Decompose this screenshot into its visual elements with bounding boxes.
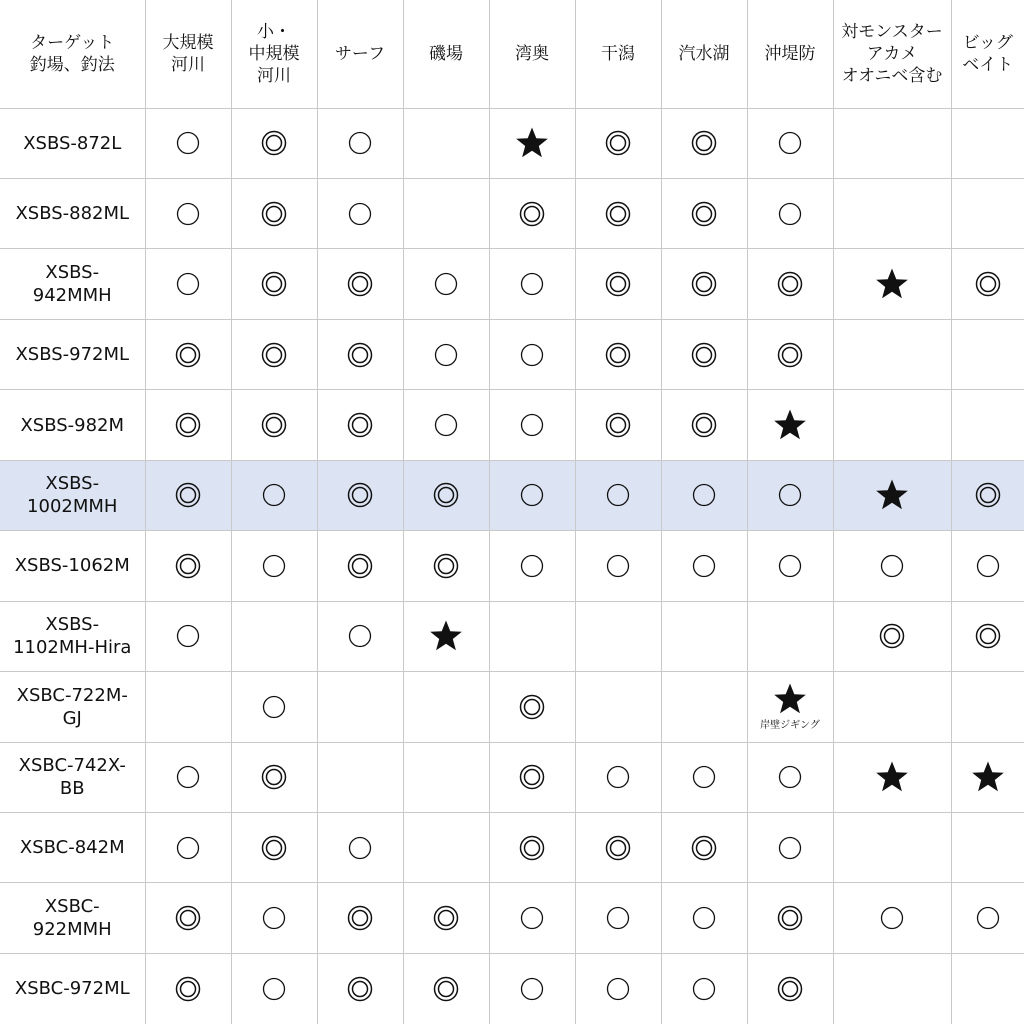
rating-cell	[145, 460, 231, 530]
rating-cell	[317, 953, 403, 1024]
rating-cell	[403, 249, 489, 319]
rating-cell	[489, 178, 575, 248]
double-circle-icon	[347, 482, 373, 508]
single-circle-icon	[176, 765, 200, 789]
rating-cell	[747, 953, 833, 1024]
rating-cell	[231, 601, 317, 671]
star-icon	[875, 267, 909, 301]
rating-cell	[833, 108, 951, 178]
double-circle-icon	[347, 905, 373, 931]
star-icon	[515, 126, 549, 160]
table-row	[0, 249, 1024, 319]
single-circle-icon	[606, 554, 630, 578]
double-circle-icon	[175, 412, 201, 438]
double-circle-icon	[175, 976, 201, 1002]
rating-cell	[145, 742, 231, 812]
rating-cell	[661, 390, 747, 460]
double-circle-icon	[433, 553, 459, 579]
rating-cell	[661, 249, 747, 319]
single-circle-icon	[520, 906, 544, 930]
rating-cell	[575, 742, 661, 812]
table-row	[0, 601, 1024, 671]
model-name: XSBC-842M	[0, 813, 145, 883]
single-circle-icon	[778, 131, 802, 155]
rating-cell	[951, 601, 1024, 671]
rating-cell	[661, 883, 747, 953]
star-icon	[875, 760, 909, 794]
rating-cell	[833, 319, 951, 389]
rating-cell	[951, 460, 1024, 530]
double-circle-icon	[347, 976, 373, 1002]
model-name: XSBS- 942MMH	[0, 249, 145, 319]
model-name: XSBS-882ML	[0, 178, 145, 248]
single-circle-icon	[434, 272, 458, 296]
rating-cell	[575, 813, 661, 883]
double-circle-icon	[175, 553, 201, 579]
single-circle-icon	[692, 906, 716, 930]
rating-cell	[747, 249, 833, 319]
rating-cell	[145, 319, 231, 389]
rating-cell	[145, 108, 231, 178]
single-circle-icon	[976, 906, 1000, 930]
single-circle-icon	[880, 906, 904, 930]
double-circle-icon	[261, 412, 287, 438]
star-icon	[773, 682, 807, 716]
double-circle-icon	[261, 201, 287, 227]
rating-cell	[231, 531, 317, 601]
double-circle-icon	[261, 271, 287, 297]
rating-cell	[489, 460, 575, 530]
rating-cell	[231, 460, 317, 530]
rating-cell	[951, 883, 1024, 953]
double-circle-icon	[975, 623, 1001, 649]
double-circle-icon	[175, 482, 201, 508]
double-circle-icon	[975, 482, 1001, 508]
rating-cell	[489, 319, 575, 389]
cell-note: 岸壁ジギング	[760, 719, 820, 731]
header-row	[0, 0, 1024, 108]
double-circle-icon	[605, 271, 631, 297]
rating-cell	[575, 460, 661, 530]
header-target-label: ターゲット 釣場、釣法	[0, 0, 145, 108]
single-circle-icon	[262, 977, 286, 1001]
rating-cell	[747, 883, 833, 953]
rating-cell	[747, 742, 833, 812]
single-circle-icon	[520, 554, 544, 578]
rating-cell	[489, 531, 575, 601]
rating-cell	[145, 531, 231, 601]
rating-cell	[661, 108, 747, 178]
table-row	[0, 460, 1024, 530]
double-circle-icon	[261, 342, 287, 368]
rating-cell	[145, 953, 231, 1024]
rating-cell	[403, 390, 489, 460]
table-row	[0, 108, 1024, 178]
single-circle-icon	[606, 977, 630, 1001]
rating-cell	[403, 178, 489, 248]
rating-cell	[145, 813, 231, 883]
double-circle-icon	[261, 764, 287, 790]
model-name: XSBC-722M- GJ	[0, 672, 145, 742]
rating-cell	[661, 531, 747, 601]
rating-cell	[231, 108, 317, 178]
rating-cell	[575, 531, 661, 601]
rating-cell	[661, 319, 747, 389]
rating-cell	[951, 249, 1024, 319]
rating-cell	[231, 883, 317, 953]
double-circle-icon	[605, 835, 631, 861]
single-circle-icon	[976, 554, 1000, 578]
table-body	[0, 108, 1024, 1024]
rating-cell	[747, 813, 833, 883]
rating-cell	[747, 178, 833, 248]
rating-cell	[489, 601, 575, 671]
rating-cell	[403, 108, 489, 178]
single-circle-icon	[434, 413, 458, 437]
double-circle-icon	[605, 201, 631, 227]
rating-cell	[833, 883, 951, 953]
rating-cell	[317, 460, 403, 530]
model-name: XSBC-742X- BB	[0, 742, 145, 812]
table-row	[0, 531, 1024, 601]
table-row	[0, 672, 1024, 742]
single-circle-icon	[262, 695, 286, 719]
rating-cell	[403, 953, 489, 1024]
single-circle-icon	[348, 624, 372, 648]
rating-cell	[747, 319, 833, 389]
single-circle-icon	[176, 624, 200, 648]
rating-cell	[145, 249, 231, 319]
single-circle-icon	[434, 343, 458, 367]
rating-cell	[403, 742, 489, 812]
rating-cell	[317, 178, 403, 248]
column-header: 汽水湖	[661, 0, 747, 108]
double-circle-icon	[347, 412, 373, 438]
single-circle-icon	[692, 554, 716, 578]
star-icon	[429, 619, 463, 653]
rating-cell	[833, 249, 951, 319]
rating-cell	[833, 953, 951, 1024]
single-circle-icon	[778, 765, 802, 789]
single-circle-icon	[520, 413, 544, 437]
single-circle-icon	[520, 977, 544, 1001]
rating-cell	[489, 742, 575, 812]
double-circle-icon	[777, 976, 803, 1002]
table-row	[0, 953, 1024, 1024]
rating-cell	[231, 742, 317, 812]
rating-cell	[747, 531, 833, 601]
single-circle-icon	[176, 202, 200, 226]
rating-cell	[575, 249, 661, 319]
rating-cell	[231, 953, 317, 1024]
rating-cell	[661, 953, 747, 1024]
rating-cell	[317, 390, 403, 460]
single-circle-icon	[520, 483, 544, 507]
model-name: XSBS- 1102MH-Hira	[0, 601, 145, 671]
rating-cell	[951, 531, 1024, 601]
rating-cell	[951, 390, 1024, 460]
single-circle-icon	[176, 836, 200, 860]
double-circle-icon	[347, 553, 373, 579]
table-row	[0, 178, 1024, 248]
rating-cell	[145, 672, 231, 742]
single-circle-icon	[778, 554, 802, 578]
rating-cell	[951, 319, 1024, 389]
double-circle-icon	[605, 342, 631, 368]
single-circle-icon	[520, 343, 544, 367]
column-header: 沖堤防	[747, 0, 833, 108]
column-header: ビッグ ベイト	[951, 0, 1024, 108]
double-circle-icon	[261, 835, 287, 861]
rating-cell	[575, 883, 661, 953]
double-circle-icon	[691, 342, 717, 368]
rating-cell	[317, 249, 403, 319]
rating-cell	[317, 742, 403, 812]
rating-cell	[833, 178, 951, 248]
double-circle-icon	[691, 130, 717, 156]
double-circle-icon	[433, 905, 459, 931]
rating-cell	[317, 883, 403, 953]
rating-cell	[951, 672, 1024, 742]
rating-cell	[403, 672, 489, 742]
rating-cell	[661, 813, 747, 883]
rating-cell	[833, 601, 951, 671]
double-circle-icon	[175, 342, 201, 368]
table-row	[0, 883, 1024, 953]
rating-cell	[231, 672, 317, 742]
rating-cell	[231, 249, 317, 319]
rating-cell	[575, 390, 661, 460]
double-circle-icon	[691, 271, 717, 297]
double-circle-icon	[777, 342, 803, 368]
single-circle-icon	[778, 202, 802, 226]
rating-cell	[145, 601, 231, 671]
single-circle-icon	[606, 483, 630, 507]
rating-cell	[661, 742, 747, 812]
single-circle-icon	[778, 483, 802, 507]
rating-cell	[661, 460, 747, 530]
rating-cell	[403, 531, 489, 601]
rating-cell	[951, 953, 1024, 1024]
star-icon	[875, 478, 909, 512]
rating-cell	[317, 601, 403, 671]
rating-cell	[575, 953, 661, 1024]
rating-cell	[833, 813, 951, 883]
single-circle-icon	[176, 272, 200, 296]
model-name: XSBS-982M	[0, 390, 145, 460]
table-row	[0, 813, 1024, 883]
model-name: XSBS- 1002MMH	[0, 460, 145, 530]
table-row	[0, 742, 1024, 812]
rating-cell	[575, 178, 661, 248]
rating-cell	[145, 390, 231, 460]
double-circle-icon	[691, 835, 717, 861]
double-circle-icon	[519, 764, 545, 790]
rating-cell	[317, 108, 403, 178]
column-header: サーフ	[317, 0, 403, 108]
single-circle-icon	[262, 554, 286, 578]
model-name: XSBC-972ML	[0, 953, 145, 1024]
double-circle-icon	[433, 482, 459, 508]
rating-cell	[145, 883, 231, 953]
double-circle-icon	[777, 271, 803, 297]
rating-cell	[317, 672, 403, 742]
rating-cell	[489, 813, 575, 883]
rating-cell	[403, 319, 489, 389]
single-circle-icon	[778, 836, 802, 860]
table-row	[0, 319, 1024, 389]
single-circle-icon	[262, 483, 286, 507]
rating-cell	[833, 742, 951, 812]
rating-cell	[231, 390, 317, 460]
rating-cell	[951, 813, 1024, 883]
double-circle-icon	[519, 835, 545, 861]
rating-cell	[951, 742, 1024, 812]
column-header: 対モンスター アカメ オオニベ含む	[833, 0, 951, 108]
rating-cell	[951, 178, 1024, 248]
double-circle-icon	[975, 271, 1001, 297]
table-row	[0, 390, 1024, 460]
single-circle-icon	[880, 554, 904, 578]
single-circle-icon	[348, 836, 372, 860]
model-name: XSBC- 922MMH	[0, 883, 145, 953]
single-circle-icon	[692, 483, 716, 507]
double-circle-icon	[605, 130, 631, 156]
rating-cell	[489, 390, 575, 460]
double-circle-icon	[691, 201, 717, 227]
rating-cell	[489, 883, 575, 953]
model-name: XSBS-872L	[0, 108, 145, 178]
rating-cell	[575, 108, 661, 178]
double-circle-icon	[347, 271, 373, 297]
double-circle-icon	[519, 694, 545, 720]
single-circle-icon	[520, 272, 544, 296]
double-circle-icon	[519, 201, 545, 227]
single-circle-icon	[692, 765, 716, 789]
rating-cell	[231, 178, 317, 248]
double-circle-icon	[261, 130, 287, 156]
rating-cell	[661, 178, 747, 248]
rating-cell	[575, 319, 661, 389]
rating-cell	[747, 460, 833, 530]
rating-cell	[747, 108, 833, 178]
double-circle-icon	[777, 905, 803, 931]
rating-cell	[833, 672, 951, 742]
rating-cell	[403, 813, 489, 883]
rating-cell	[231, 319, 317, 389]
model-name: XSBS-972ML	[0, 319, 145, 389]
rating-cell	[833, 531, 951, 601]
rating-cell	[747, 672, 833, 742]
rating-cell	[575, 601, 661, 671]
rating-cell	[747, 390, 833, 460]
double-circle-icon	[879, 623, 905, 649]
double-circle-icon	[175, 905, 201, 931]
column-header: 小・ 中規模 河川	[231, 0, 317, 108]
rating-cell	[833, 390, 951, 460]
star-icon	[971, 760, 1005, 794]
rating-cell	[747, 601, 833, 671]
model-name: XSBS-1062M	[0, 531, 145, 601]
column-header: 干潟	[575, 0, 661, 108]
rating-cell	[403, 883, 489, 953]
single-circle-icon	[606, 906, 630, 930]
double-circle-icon	[691, 412, 717, 438]
rating-cell	[661, 672, 747, 742]
rating-cell	[145, 178, 231, 248]
rating-cell	[317, 813, 403, 883]
rating-cell	[317, 319, 403, 389]
column-header: 磯場	[403, 0, 489, 108]
column-header: 湾奥	[489, 0, 575, 108]
rating-cell	[317, 531, 403, 601]
rating-cell	[489, 953, 575, 1024]
single-circle-icon	[262, 906, 286, 930]
rating-cell	[489, 249, 575, 319]
rating-cell	[403, 460, 489, 530]
rating-cell	[489, 672, 575, 742]
double-circle-icon	[347, 342, 373, 368]
rating-cell	[833, 460, 951, 530]
double-circle-icon	[433, 976, 459, 1002]
column-header: 大規模 河川	[145, 0, 231, 108]
rating-cell	[231, 813, 317, 883]
rating-cell	[489, 108, 575, 178]
single-circle-icon	[348, 131, 372, 155]
single-circle-icon	[348, 202, 372, 226]
single-circle-icon	[606, 765, 630, 789]
rating-cell	[575, 672, 661, 742]
double-circle-icon	[605, 412, 631, 438]
rating-cell	[403, 601, 489, 671]
single-circle-icon	[692, 977, 716, 1001]
star-icon	[773, 408, 807, 442]
rating-cell	[661, 601, 747, 671]
single-circle-icon	[176, 131, 200, 155]
rating-cell	[951, 108, 1024, 178]
